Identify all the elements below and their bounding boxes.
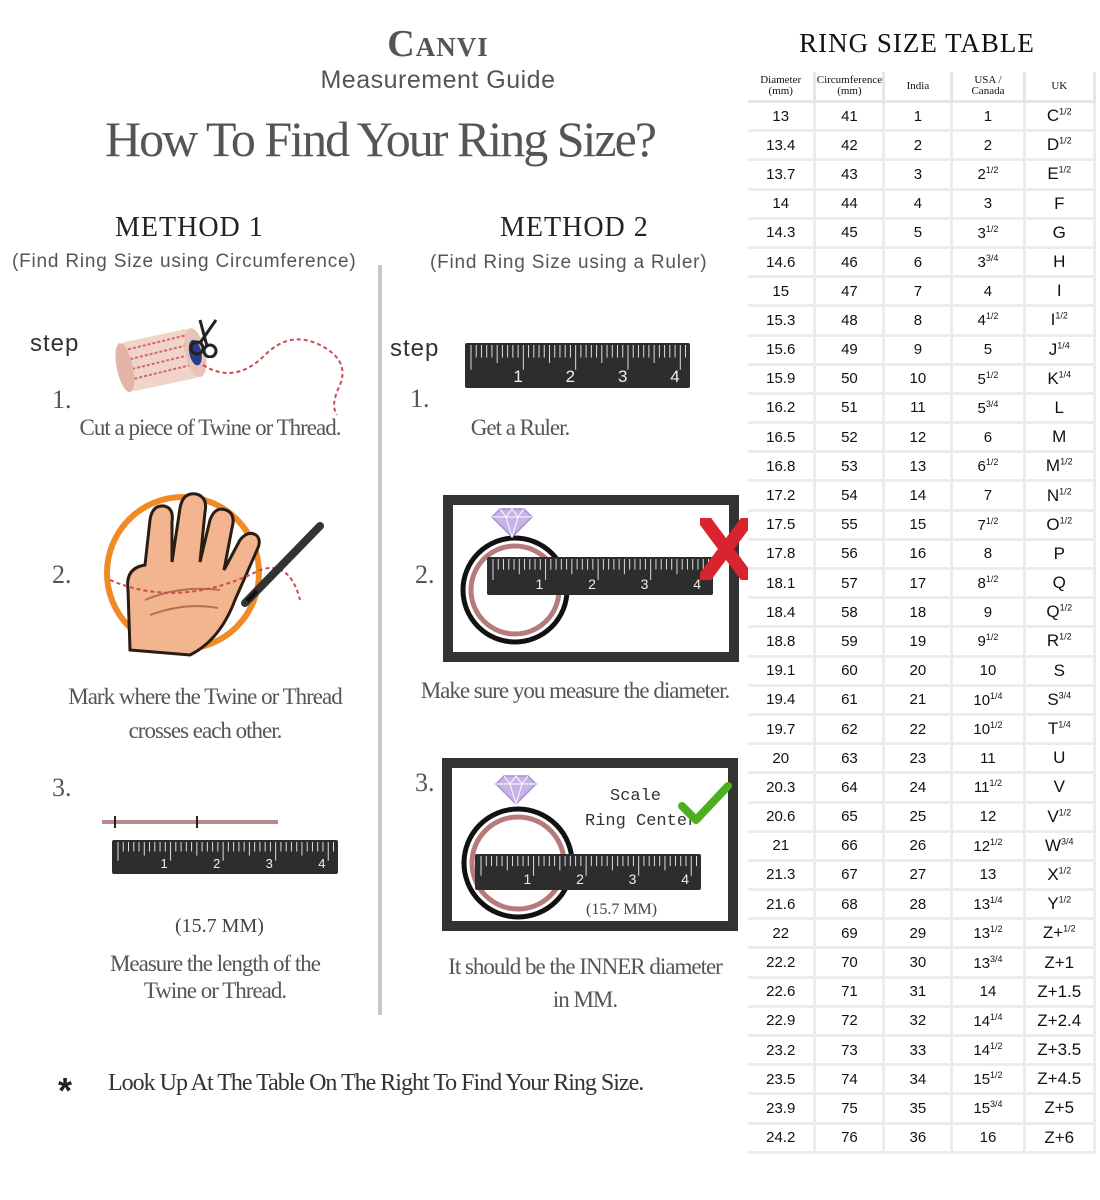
- table-cell: $8^{1/2}$: [952, 569, 1024, 598]
- method1-step2-text-line2: crosses each other.: [128, 718, 282, 743]
- table-cell: 69: [815, 919, 884, 948]
- table-cell: 15: [748, 277, 815, 306]
- table-cell: Z+1: [1024, 948, 1094, 977]
- table-cell: $J^{1/4}$: [1024, 335, 1094, 364]
- ruler-label: 1: [535, 576, 544, 592]
- table-cell: 64: [815, 773, 884, 802]
- method2-step1-text: Get a Ruler.: [470, 415, 570, 440]
- table-cell: 49: [815, 335, 884, 364]
- table-cell: 42: [815, 131, 884, 160]
- table-cell: 17: [884, 569, 952, 598]
- method1-step2-number: 2.: [52, 560, 72, 589]
- ruler-label: 4: [693, 576, 702, 592]
- table-header-row: [748, 72, 1095, 102]
- table-cell: 13.4: [748, 131, 815, 160]
- table-cell: 48: [815, 306, 884, 335]
- table-cell: 8: [952, 539, 1024, 568]
- ruler-icon: [475, 854, 701, 890]
- table-cell: 76: [815, 1123, 884, 1152]
- table-cell: 19.1: [748, 656, 815, 685]
- method2-step1-number: 1.: [410, 384, 430, 413]
- ruler-label: 4: [670, 367, 680, 386]
- table-cell: $2^{1/2}$: [952, 160, 1024, 189]
- table-cell: Z+2.4: [1024, 1006, 1094, 1035]
- table-cell: $X^{1/2}$: [1024, 860, 1094, 889]
- table-cell: 22.9: [748, 1006, 815, 1035]
- table-cell: $K^{1/4}$: [1024, 364, 1094, 393]
- table-row: [748, 831, 1095, 860]
- method2-step3-text-line2: in MM.: [552, 987, 618, 1012]
- table-cell: Z+$^{1/2}$: [1024, 919, 1094, 948]
- table-row: [748, 948, 1095, 977]
- table-cell: $W^{3/4}$: [1024, 831, 1094, 860]
- table-cell: 4: [884, 189, 952, 218]
- ruler-label: 3: [265, 856, 273, 871]
- table-row: [748, 627, 1095, 656]
- table-cell: 12: [884, 423, 952, 452]
- table-cell: $9^{1/2}$: [952, 627, 1024, 656]
- table-row: [748, 539, 1095, 568]
- table-cell: 31: [884, 977, 952, 1006]
- table-row: [748, 102, 1095, 131]
- table-cell: 73: [815, 1036, 884, 1065]
- table-cell: 28: [884, 890, 952, 919]
- table-cell: 23.9: [748, 1094, 815, 1123]
- table-cell: 5: [884, 218, 952, 247]
- table-cell: $13^{3/4}$: [952, 948, 1024, 977]
- table-cell: 5: [952, 335, 1024, 364]
- table-cell: 36: [884, 1123, 952, 1152]
- table-cell: 34: [884, 1065, 952, 1094]
- table-cell: 72: [815, 1006, 884, 1035]
- table-row: [748, 773, 1095, 802]
- table-cell: Z+3.5: [1024, 1036, 1094, 1065]
- table-cell: $14^{1/2}$: [952, 1036, 1024, 1065]
- method-divider: [378, 265, 382, 1015]
- table-cell: $11^{1/2}$: [952, 773, 1024, 802]
- table-cell: 30: [884, 948, 952, 977]
- table-cell: 24.2: [748, 1123, 815, 1152]
- method1-title: METHOD 1: [115, 212, 264, 243]
- table-cell: 3: [884, 160, 952, 189]
- table-cell: $M^{1/2}$: [1024, 452, 1094, 481]
- table-cell: 12: [952, 802, 1024, 831]
- table-cell: $12^{1/2}$: [952, 831, 1024, 860]
- table-cell: 6: [952, 423, 1024, 452]
- table-cell: 20.3: [748, 773, 815, 802]
- table-cell: U: [1024, 744, 1094, 773]
- table-cell: 60: [815, 656, 884, 685]
- twine-mark-left: [114, 816, 116, 828]
- table-cell: 13: [884, 452, 952, 481]
- header-line2: (mm): [768, 85, 793, 97]
- diamond-icon: [492, 775, 540, 810]
- table-cell: 21: [884, 685, 952, 714]
- table-cell: $R^{1/2}$: [1024, 627, 1094, 656]
- table-cell: $Y^{1/2}$: [1024, 890, 1094, 919]
- table-row: [748, 247, 1095, 276]
- ruler-icon: [487, 557, 713, 595]
- scissors-icon: [188, 318, 222, 363]
- table-row: [748, 919, 1095, 948]
- table-header-cell: [884, 72, 952, 102]
- table-cell: $Q^{1/2}$: [1024, 598, 1094, 627]
- table-cell: 23: [884, 744, 952, 773]
- twine-strand: [102, 820, 278, 824]
- table-cell: 62: [815, 714, 884, 743]
- table-cell: 17.5: [748, 510, 815, 539]
- footnote-text: Look Up At The Table On The Right To Find Your Ring Size.: [108, 1070, 644, 1096]
- ring-size-table: [748, 72, 1096, 1154]
- table-cell: 51: [815, 393, 884, 422]
- table-header-cell: [1024, 72, 1094, 102]
- method2-measure-value: (15.7 MM): [586, 901, 658, 918]
- table-row: [748, 569, 1095, 598]
- table-cell: S: [1024, 656, 1094, 685]
- table-cell: $7^{1/2}$: [952, 510, 1024, 539]
- table-cell: 33: [884, 1036, 952, 1065]
- header-line2: (mm): [837, 85, 862, 97]
- table-header-cell: [952, 72, 1024, 102]
- table-cell: 10: [952, 656, 1024, 685]
- method1-step-label: step: [30, 330, 80, 357]
- header-line1: India: [906, 79, 930, 92]
- table-cell: 74: [815, 1065, 884, 1094]
- ruler-label: 2: [588, 576, 596, 592]
- table-cell: $15^{1/2}$: [952, 1065, 1024, 1094]
- ruler-label: 1: [523, 871, 532, 887]
- table-row: [748, 160, 1095, 189]
- ring-center-label: Ring Center: [585, 812, 698, 831]
- brand-logo: Canvi: [387, 23, 489, 65]
- table-cell: 10: [884, 364, 952, 393]
- table-row: [748, 1065, 1095, 1094]
- table-cell: 65: [815, 802, 884, 831]
- table-cell: 24: [884, 773, 952, 802]
- table-cell: 25: [884, 802, 952, 831]
- table-cell: 16.5: [748, 423, 815, 452]
- method2-step-label: step: [390, 335, 440, 362]
- table-cell: Q: [1024, 569, 1094, 598]
- table-row: [748, 714, 1095, 743]
- ruler-label: 1: [513, 367, 523, 386]
- table-body: [748, 102, 1095, 1153]
- method1-step1-number: 1.: [52, 385, 72, 414]
- method1-step3-text-line1: Measure the length of the: [109, 951, 321, 976]
- table-cell: $I^{1/2}$: [1024, 306, 1094, 335]
- table-cell: $T^{1/4}$: [1024, 714, 1094, 743]
- table-cell: Z+6: [1024, 1123, 1094, 1152]
- table-cell: 16.8: [748, 452, 815, 481]
- ruler-icon: [112, 840, 338, 874]
- table-cell: G: [1024, 218, 1094, 247]
- table-row: [748, 393, 1095, 422]
- table-cell: $13^{1/4}$: [952, 890, 1024, 919]
- table-cell: 17.8: [748, 539, 815, 568]
- table-cell: 15: [884, 510, 952, 539]
- method1-subtitle: (Find Ring Size using Circumference): [12, 251, 357, 272]
- table-cell: 15.3: [748, 306, 815, 335]
- table-cell: 66: [815, 831, 884, 860]
- table-cell: 15.6: [748, 335, 815, 364]
- twine-mark-right: [196, 816, 198, 828]
- table-cell: $10^{1/4}$: [952, 685, 1024, 714]
- table-cell: 22.6: [748, 977, 815, 1006]
- table-cell: 47: [815, 277, 884, 306]
- table-cell: Z+1.5: [1024, 977, 1094, 1006]
- method1-step3-number: 3.: [52, 773, 72, 802]
- method2-step2-number: 2.: [415, 560, 435, 589]
- table-cell: $3^{3/4}$: [952, 247, 1024, 276]
- table-cell: 22: [748, 919, 815, 948]
- table-cell: $4^{1/2}$: [952, 306, 1024, 335]
- table-cell: 71: [815, 977, 884, 1006]
- table-cell: 75: [815, 1094, 884, 1123]
- table-cell: 3: [952, 189, 1024, 218]
- table-cell: 20: [884, 656, 952, 685]
- table-cell: 29: [884, 919, 952, 948]
- ruler-label: 4: [318, 856, 326, 871]
- header-line1: Diameter: [760, 74, 802, 86]
- table-row: [748, 510, 1095, 539]
- table-row: [748, 656, 1095, 685]
- table-cell: 14: [748, 189, 815, 218]
- table-cell: $O^{1/2}$: [1024, 510, 1094, 539]
- table-cell: $6^{1/2}$: [952, 452, 1024, 481]
- table-cell: $5^{1/2}$: [952, 364, 1024, 393]
- table-cell: 50: [815, 364, 884, 393]
- diamond-icon: [488, 508, 536, 543]
- table-cell: 22: [884, 714, 952, 743]
- table-title: RING SIZE TABLE: [799, 28, 1035, 58]
- table-cell: H: [1024, 247, 1094, 276]
- table-cell: 1: [952, 102, 1024, 131]
- ruler-label: 3: [617, 367, 628, 386]
- table-cell: 46: [815, 247, 884, 276]
- table-cell: I: [1024, 277, 1094, 306]
- table-cell: 43: [815, 160, 884, 189]
- table-row: [748, 977, 1095, 1006]
- table-cell: $5^{3/4}$: [952, 393, 1024, 422]
- table-cell: 54: [815, 481, 884, 510]
- table-cell: 32: [884, 1006, 952, 1035]
- table-cell: 23.5: [748, 1065, 815, 1094]
- table-cell: 7: [884, 277, 952, 306]
- table-cell: 13: [748, 102, 815, 131]
- table-cell: 56: [815, 539, 884, 568]
- table-header-cell: [748, 72, 815, 102]
- table-row: [748, 685, 1095, 714]
- method2-title: METHOD 2: [500, 212, 649, 243]
- asterisk-icon: *: [58, 1070, 73, 1111]
- table-cell: 58: [815, 598, 884, 627]
- method2-step3-text: [420, 950, 750, 1016]
- table-cell: 16: [884, 539, 952, 568]
- table-cell: 45: [815, 218, 884, 247]
- table-row: [748, 598, 1095, 627]
- header-line1: Circumference: [816, 74, 883, 86]
- table-cell: 27: [884, 860, 952, 889]
- table-cell: L: [1024, 393, 1094, 422]
- header-line2: Canada: [971, 85, 1005, 97]
- pen-icon: [235, 518, 330, 613]
- method2-subtitle: (Find Ring Size using a Ruler): [430, 252, 708, 273]
- table-cell: $3^{1/2}$: [952, 218, 1024, 247]
- table-cell: 2: [884, 131, 952, 160]
- table-row: [748, 802, 1095, 831]
- table-cell: 16.2: [748, 393, 815, 422]
- method2-step3-number: 3.: [415, 768, 435, 797]
- table-cell: 21.3: [748, 860, 815, 889]
- table-cell: 57: [815, 569, 884, 598]
- table-row: [748, 1094, 1095, 1123]
- table-cell: 19: [884, 627, 952, 656]
- ruler-label: 4: [681, 871, 690, 887]
- table-cell: 14: [952, 977, 1024, 1006]
- table-cell: 35: [884, 1094, 952, 1123]
- table-cell: 55: [815, 510, 884, 539]
- table-cell: 1: [884, 102, 952, 131]
- table-cell: 68: [815, 890, 884, 919]
- table-cell: 4: [952, 277, 1024, 306]
- table-cell: 41: [815, 102, 884, 131]
- table-cell: $D^{1/2}$: [1024, 131, 1094, 160]
- table-row: [748, 218, 1095, 247]
- table-cell: 18.4: [748, 598, 815, 627]
- table-row: [748, 890, 1095, 919]
- table-cell: 18.8: [748, 627, 815, 656]
- method1-step2-text-line1: Mark where the Twine or Thread: [68, 684, 342, 709]
- table-cell: 14: [884, 481, 952, 510]
- table-cell: $14^{1/4}$: [952, 1006, 1024, 1035]
- table-cell: 21.6: [748, 890, 815, 919]
- table-cell: $S^{3/4}$: [1024, 685, 1094, 714]
- table-cell: $15^{3/4}$: [952, 1094, 1024, 1123]
- table-cell: M: [1024, 423, 1094, 452]
- table-cell: 59: [815, 627, 884, 656]
- table-cell: 14.6: [748, 247, 815, 276]
- method1-step3-text: [60, 950, 370, 1004]
- table-cell: Z+4.5: [1024, 1065, 1094, 1094]
- table-cell: V: [1024, 773, 1094, 802]
- table-cell: 14.3: [748, 218, 815, 247]
- table-cell: $N^{1/2}$: [1024, 481, 1094, 510]
- table-cell: 61: [815, 685, 884, 714]
- method2-step2-text: Make sure you measure the diameter.: [420, 678, 730, 703]
- method1-step3-text-line2: Twine or Thread.: [143, 978, 287, 1003]
- table-cell: 13.7: [748, 160, 815, 189]
- scale-label: Scale: [610, 787, 662, 806]
- ruler-label: 3: [640, 576, 649, 592]
- table-cell: Z+5: [1024, 1094, 1094, 1123]
- table-row: [748, 277, 1095, 306]
- table-row: [748, 1006, 1095, 1035]
- table-cell: 7: [952, 481, 1024, 510]
- table-cell: F: [1024, 189, 1094, 218]
- ruler-label: 3: [628, 871, 637, 887]
- table-cell: 9: [952, 598, 1024, 627]
- check-icon: [678, 782, 732, 831]
- page-title: How To Find Your Ring Size?: [105, 111, 655, 167]
- table-cell: $10^{1/2}$: [952, 714, 1024, 743]
- table-cell: 52: [815, 423, 884, 452]
- table-row: [748, 452, 1095, 481]
- ruler-label: 2: [565, 367, 576, 386]
- table-row: [748, 481, 1095, 510]
- table-cell: $E^{1/2}$: [1024, 160, 1094, 189]
- table-cell: 70: [815, 948, 884, 977]
- table-cell: 16: [952, 1123, 1024, 1152]
- table-row: [748, 1036, 1095, 1065]
- table-row: [748, 335, 1095, 364]
- method1-step2-text: [30, 680, 380, 748]
- table-cell: 67: [815, 860, 884, 889]
- header-line1: UK: [1051, 79, 1068, 92]
- table-cell: $C^{1/2}$: [1024, 102, 1094, 131]
- ruler-label: 1: [160, 856, 168, 871]
- table-cell: 2: [952, 131, 1024, 160]
- method2-step3-text-line1: It should be the INNER diameter: [448, 954, 722, 979]
- table-row: [748, 131, 1095, 160]
- method1-step1-text: Cut a piece of Twine or Thread.: [79, 415, 341, 440]
- table-cell: 21: [748, 831, 815, 860]
- method1-measure-value: (15.7 MM): [175, 915, 264, 937]
- ruler-label: 2: [576, 871, 584, 887]
- table-cell: 53: [815, 452, 884, 481]
- table-row: [748, 423, 1095, 452]
- table-cell: 11: [884, 393, 952, 422]
- table-row: [748, 860, 1095, 889]
- table-cell: 44: [815, 189, 884, 218]
- table-cell: 17.2: [748, 481, 815, 510]
- table-cell: 23.2: [748, 1036, 815, 1065]
- table-cell: 9: [884, 335, 952, 364]
- table-cell: 22.2: [748, 948, 815, 977]
- twine-spool-icon: [115, 305, 355, 420]
- table-cell: 63: [815, 744, 884, 773]
- table-row: [748, 364, 1095, 393]
- table-cell: 19.7: [748, 714, 815, 743]
- table-row: [748, 306, 1095, 335]
- header-line1: USA /: [974, 74, 1002, 86]
- table-cell: $V^{1/2}$: [1024, 802, 1094, 831]
- table-cell: 19.4: [748, 685, 815, 714]
- table-cell: 26: [884, 831, 952, 860]
- ruler-icon: [465, 343, 690, 388]
- table-cell: 15.9: [748, 364, 815, 393]
- table-cell: 20: [748, 744, 815, 773]
- table-cell: 8: [884, 306, 952, 335]
- table-cell: 6: [884, 247, 952, 276]
- table-header-cell: [815, 72, 884, 102]
- table-row: [748, 189, 1095, 218]
- table-cell: 11: [952, 744, 1024, 773]
- table-cell: 18.1: [748, 569, 815, 598]
- table-cell: 13: [952, 860, 1024, 889]
- table-row: [748, 744, 1095, 773]
- table-cell: $13^{1/2}$: [952, 919, 1024, 948]
- table-cell: 18: [884, 598, 952, 627]
- table-cell: P: [1024, 539, 1094, 568]
- cross-icon: [700, 518, 752, 585]
- ruler-label: 2: [213, 856, 221, 871]
- table-row: [748, 1123, 1095, 1152]
- table-cell: 20.6: [748, 802, 815, 831]
- guide-subtitle: Measurement Guide: [320, 66, 556, 94]
